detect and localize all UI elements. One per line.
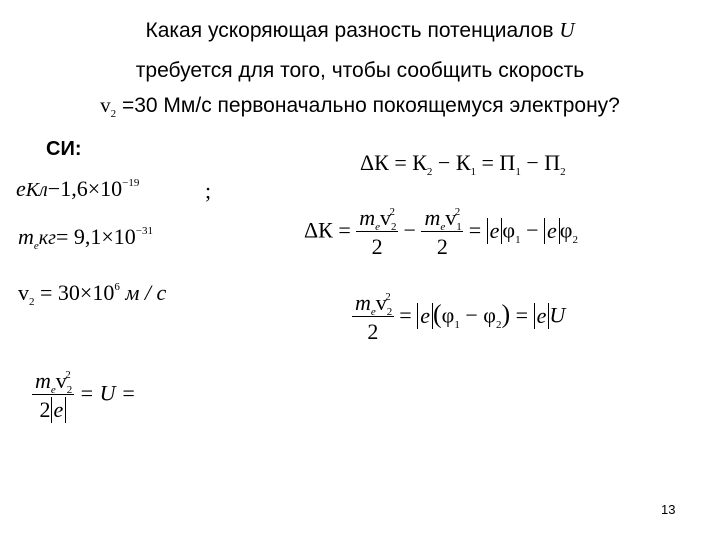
- result-fraction: $\frac{m_ev_2^2}{2 e}$: [32, 368, 74, 423]
- title-line-2: требуется для того, чтобы сообщить скорость: [135, 59, 585, 82]
- given-mass: $m_eкг= 9,1\times 10^{-31}$: [18, 224, 153, 252]
- given-charge-semicolon: ;: [205, 178, 212, 203]
- given-charge: $eКл-1,6\times 10^{-19}$: [16, 176, 140, 201]
- title-line-1: Какая ускоряющая разность потенциалов U: [145, 18, 575, 42]
- energy-equation-3: $\frac{m_ev_2^2}{2}$ = e $(\varphi_1 - \varphi_2) = e$ U: [352, 290, 565, 345]
- result-formula: $\frac{m_ev_2^2}{2 e}$ = U =: [32, 368, 136, 423]
- si-label: СИ:: [46, 138, 82, 160]
- page-number: 13: [661, 502, 676, 517]
- energy-equation-2: ΔК = $\frac{m_ev_2^2}{2}$ − $\frac{m_ev_1^2}{2}$ = e $\varphi_1 - e$ $\varphi_2$: [304, 205, 578, 259]
- title-line-3: $v_2 =30$ Мм/с первоначально покоящемуся электрону?: [100, 93, 620, 120]
- energy-equation-1: $\Delta К = К_2 - К_1 = П_1 - П_2$: [360, 150, 566, 178]
- given-speed: $v_2 = 30\times 10^6$ м / с: [18, 280, 167, 308]
